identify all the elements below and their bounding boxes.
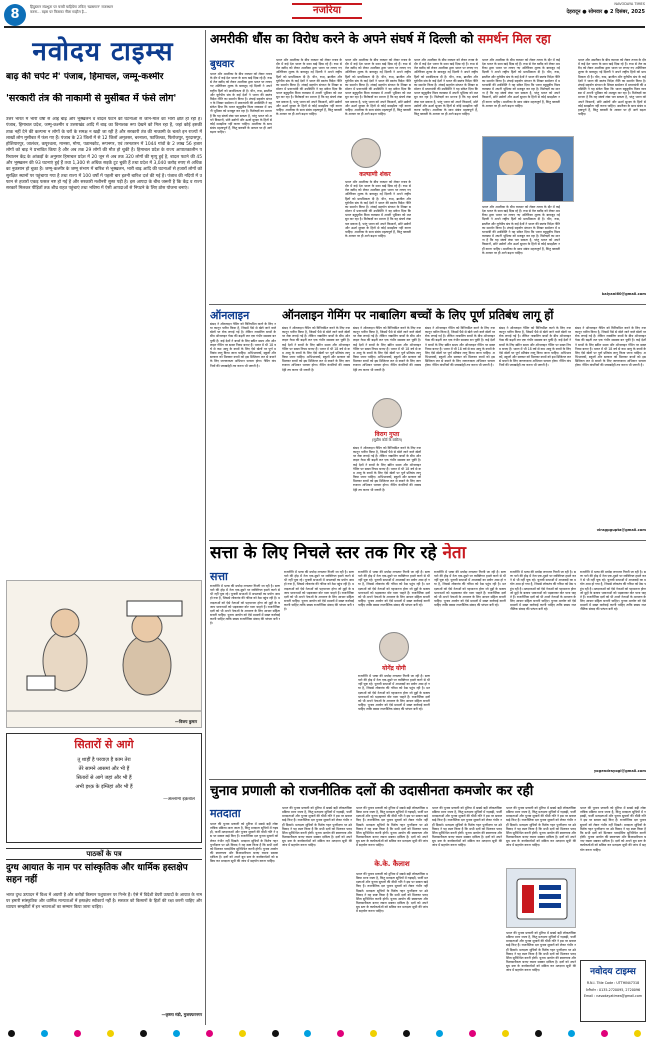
gaming-body-col1: संसद ने ऑनलाइन गेमिंग को विनियमित करने के लिए नया कानून पारित किया है, जिसमें पैसे से खेले जाने वाले खेलों पर रोक लगाई गई है। लेकिन नाबालिग बच्चों के बीच ऑनलाइन गेम्स की बढ़ती लत एक गंभीर समस्या बन चुकी है। कई देशों ने बच्चों के लिए स्क्रीन समय और ऑनलाइन गेमिंग पर सख्त नियम बनाए हैं। भारत में भी 18 वर्ष से कम आयु के बच्चों के लिए ऐसे खेलों पर पूर्ण प्रतिबंध लागू किया जाना चाहिए। अभिभावकों, स्कूलों और सरकार को मिलकर बच्चों को इस डिजिटल लत से बचाने के लिए जागरूकता अभियान चलाना होगा। गेमिंग कंपनियों की जवाबदेही तय करना भी जरूरी है। xyxy=(210,322,276,368)
letters-author: —कृष्णा मंडी, मुजफ्फरनगर xyxy=(161,1012,202,1017)
editorial-headline-2: 'सरकारी तंत्र की नाकामी से मुसीबत में फंसे लोग' xyxy=(6,93,177,104)
election-body-col5: भारत की चुनाव प्रणाली को दुनिया में सबसे बड़ी लोकतांत्रिक प्रक्रिया माना जाता है, किंतु मतदाता सूचियों में गड़बड़ी, फर्जी मतदाताओं और चुनाव सुधारों की धीमी गति ने इस पर सवाल खड़े किए हैं। राजनीतिक दल चुनाव सुधारों को लेकर गंभीर नहीं दिखते। मतदाता सूचियों के विशेष गहन पुनरीक्षण पर उठे विवाद ने यह स्पष्ट किया है कि सभी दलों को मिलकर पारदर्शिता सुनिश्चित करनी होगी। चुनाव आयोग की स्वायत्तता और विश्वसनीयता बनाए रखना सबका दायित्व है। दलों को अपने बूथ स्तर के कार्यकर्ताओं को सक्रिय कर मतदाता सूची की जांच में सहयोग करना चाहिए। xyxy=(506,806,576,848)
top-story-body-col3: भारत और अमरीका के बीच व्यापार को लेकर तनाव के दौर में कई देश भारत के साथ खड़े दिख रहे हैं। रूस से तेल खरीद को लेकर अमरीका द्वारा भारत पर लगाए गए अतिरिक्त शुल्क के बावजूद नई दिल्ली ने अपने राष्ट्रीय हितों को प्राथमिकता दी है। चीन, रूस, ब्राजील और यूरोपीय संघ के कई देशों ने भारत की स्वतंत्र विदेश नीति का समर्थन किया है। शंघाई सहयोग संगठन के शिखर सम्मेलन में प्रधानमंत्री की उपस्थिति ने यह संकेत दिया कि भारत बहुध्रुवीय विश्व व्यवस्था में अपनी भूमिका को मजबूत कर रहा है। विशेषज्ञों का मानना है कि यह संघर्ष लंबा चल सकता है, परंतु भारत को अपने किसानों, छोटे उद्योगों और ऊर्जा सुरक्षा के हितों से कोई समझौता नहीं करना चाहिए। अमरीका के साथ संबंध महत्वपूर्ण हैं, किंतु बराबरी के आधार पर ही आगे बढ़ना चाहिए। xyxy=(345,58,411,117)
column-divider-left xyxy=(205,30,206,1025)
registration-dot xyxy=(206,1030,213,1037)
registration-dot xyxy=(337,1030,344,1037)
tagline-line-1: हिंदुस्तान संप्रभुता पर चरबी चाहियेगा तकिए 'खासगान' राजस्थान xyxy=(30,5,113,9)
registration-dot xyxy=(370,1030,377,1037)
top-story-dateline: बुधवार xyxy=(210,59,235,70)
power-label: सत्ता xyxy=(210,570,228,583)
power-body-col4: राजनीति में भाषा की मर्यादा लगातार गिरती जा रही है। सत्ता पाने की होड़ में नेता एक-दूसरे पर व्यक्तिगत हमले करने से भी नहीं चूक रहे। चुनावी सभाओं में अपशब्दों का प्रयोग आम हो गया है, जिससे लोकतंत्र की गरिमा को ठेस पहुंच रही है। मतदाताओं को ऐसे नेताओं को पहचानना होगा जो मुद्दों के बजाय भावनाओं को भड़काकर वोट पाना चाहते हैं। राजनीतिक दलों को भी अपने नेताओं के आचरण के लिए आचार संहिता बनानी चाहिए। चुनाव आयोग को ऐसे मामलों में सख्त कार्रवाई करनी चाहिए ताकि स्वस्थ राजनीतिक संवाद की परंपरा बनी रहे। xyxy=(434,570,506,608)
letters-body: भारत दुग्ध उत्पादन में विश्व में अग्रणी है और करोड़ों किसान पशुपालन पर निर्भर हैं। ऐसे में विदेशी डेयरी उत्पादों के आयात के नाम पर हमारी सांस्कृतिक और धार्मिक मान्यताओं में हस्तक्षेप स्वीकार्य नहीं है। सरकार को किसानों के हितों की रक्षा करनी चाहिए और व्यापार समझौतों में इन भावनाओं का सम्मान किया जाना चाहिए। xyxy=(6,892,202,909)
election-headline: चुनाव प्रणाली को राजनीतिक दलों की उदासीनता कमजोर कर रही xyxy=(210,783,534,799)
election-photo xyxy=(506,868,576,928)
registration-dot xyxy=(74,1030,81,1037)
top-story-headline-main: अमरीकी धौंस का विरोध करने के अपने संघर्ष में दिल्ली को xyxy=(210,31,474,46)
gaming-headline: ऑनलाइन गेमिंग पर नाबालिग बच्चों के लिए पूर्ण प्रतिबंध लागू हों xyxy=(282,308,554,322)
gaming-body-col3b: संसद ने ऑनलाइन गेमिंग को विनियमित करने के लिए नया कानून पारित किया है, जिसमें पैसे से खेले जाने वाले खेलों पर रोक लगाई गई है। लेकिन नाबालिग बच्चों के बीच ऑनलाइन गेम्स की बढ़ती लत एक गंभीर समस्या बन चुकी है। कई देशों ने बच्चों के लिए स्क्रीन समय और ऑनलाइन गेमिंग पर सख्त नियम बनाए हैं। भारत में भी 18 वर्ष से कम आयु के बच्चों के लिए ऐसे खेलों पर पूर्ण प्रतिबंध लागू किया जाना चाहिए। अभिभावकों, स्कूलों और सरकार को मिलकर बच्चों को इस डिजिटल लत से बचाने के लिए जागरूकता अभियान चलाना होगा। गेमिंग कंपनियों की जवाबदेही तय करना भी जरूरी है। xyxy=(353,446,421,492)
imprint-line-2: टेलीफोन : 0135-2720095, 2720096 xyxy=(585,988,641,992)
top-story-author-photo xyxy=(351,138,381,168)
cartoon-author: —विजय कुमार xyxy=(174,719,197,724)
gaming-body-col6: संसद ने ऑनलाइन गेमिंग को विनियमित करने के लिए नया कानून पारित किया है, जिसमें पैसे से खेले जाने वाले खेलों पर रोक लगाई गई है। लेकिन नाबालिग बच्चों के बीच ऑनलाइन गेम्स की बढ़ती लत एक गंभीर समस्या बन चुकी है। कई देशों ने बच्चों के लिए स्क्रीन समय और ऑनलाइन गेमिंग पर सख्त नियम बनाए हैं। भारत में भी 18 वर्ष से कम आयु के बच्चों के लिए ऐसे खेलों पर पूर्ण प्रतिबंध लागू किया जाना चाहिए। अभिभावकों, स्कूलों और सरकार को मिलकर बच्चों को इस डिजिटल लत से बचाने के लिए जागरूकता अभियान चलाना होगा। गेमिंग कंपनियों की जवाबदेही तय करना भी जरूरी है। xyxy=(575,326,646,368)
gaming-body-col4: संसद ने ऑनलाइन गेमिंग को विनियमित करने के लिए नया कानून पारित किया है, जिसमें पैसे से खेले जाने वाले खेलों पर रोक लगाई गई है। लेकिन नाबालिग बच्चों के बीच ऑनलाइन गेम्स की बढ़ती लत एक गंभीर समस्या बन चुकी है। कई देशों ने बच्चों के लिए स्क्रीन समय और ऑनलाइन गेमिंग पर सख्त नियम बनाए हैं। भारत में भी 18 वर्ष से कम आयु के बच्चों के लिए ऐसे खेलों पर पूर्ण प्रतिबंध लागू किया जाना चाहिए। अभिभावकों, स्कूलों और सरकार को मिलकर बच्चों को इस डिजिटल लत से बचाने के लिए जागरूकता अभियान चलाना होगा। गेमिंग कंपनियों की जवाबदेही तय करना भी जरूरी है। xyxy=(425,326,495,368)
editorial-body: उत्तर भारत में भारी वर्षा से आई बाढ़ और भूस्खलन व बादल फटने की घटनाओं से जान-माल को भारी क्षति हो रही है। पंजाब, हिमाचल प्रदेश, जम्मू-कश्मीर व उत्तराखंड आदि में बाढ़ का विनाशक रूप देखने को मिल रहा है, जहां कोई इसकी ताक नहीं देने की कल्पना न लोगों के घरों के समक्ष न खड़ी जा रही है और सरकारी तंत्र की नाकामी के चलते इन राज्यों में लाखों लोग मुसीबत में फंस गए हैं। पंजाब के 23 जिलों में से 12 जिलों अमृतसर, बरनाला, फाजिल्का, फिरोजपुर, गुरदासपुर, होशियारपुर, जालंधर, कपूरथला, मानसा, मोगा, पठानकोट, रूपनगर, एवं तरनतारन में 1044 गांवों के 2 लाख 56 हजार लोगों को बाढ़ ने प्रभावित किया है और अब तक 29 लोगों की मौत हो चुकी है। हिमाचल प्रदेश के राज्य आपातकालीन परिचालन केंद्र के आंकड़ों के अनुसार हिमाचल प्रदेश में 20 जून से अब तक 320 लोगों की मृत्यु हुई है, बादल फटने की 45 और भूस्खलन की 93 घटनाएं हुई हैं तथा 1,300 से अधिक सड़कें टूट चुकी हैं तथा प्रदेश में 3,040 करोड़ रुपए से अधिक का नुकसान हो चुका है। जम्मू-कश्मीर के जम्मू संभाग में बारिश से भूस्खलन, भारी बाढ़ आदि की घटनाओं से हजारों लोगों को सुरक्षित स्थानों पर पहुंचाया गया है तथा राज्य में 100 वर्षों में पहली बार इतनी बारिश दर्ज की गई है। पंजाब की नदियों में उफान से हजारों एकड़ फसल नष्ट हो गई है और सरकारी मशीनरी सुस्त पड़ी है। इस आपदा के बीच जरूरी है कि केंद्र व राज्य सरकारें मिलकर पीड़ितों तक शीघ्र राहत पहुंचाएं तथा भविष्य में ऐसी आपदाओं से निपटने के लिए ठोस योजना बनाएं। xyxy=(6,117,202,192)
poem-line-2: तेरे सामने आसमां और भी हैं xyxy=(78,766,130,772)
gaming-label: ऑनलाइन xyxy=(210,309,250,322)
poem-title: सितारों से आगे xyxy=(74,738,134,751)
power-body-col5: राजनीति में भाषा की मर्यादा लगातार गिरती जा रही है। सत्ता पाने की होड़ में नेता एक-दूसरे पर व्यक्तिगत हमले करने से भी नहीं चूक रहे। चुनावी सभाओं में अपशब्दों का प्रयोग आम हो गया है, जिससे लोकतंत्र की गरिमा को ठेस पहुंच रही है। मतदाताओं को ऐसे नेताओं को पहचानना होगा जो मुद्दों के बजाय भावनाओं को भड़काकर वोट पाना चाहते हैं। राजनीतिक दलों को भी अपने नेताओं के आचरण के लिए आचार संहिता बनानी चाहिए। चुनाव आयोग को ऐसे मामलों में सख्त कार्रवाई करनी चाहिए ताकि स्वस्थ राजनीतिक संवाद की परंपरा बनी रहे। xyxy=(510,570,576,612)
registration-marks xyxy=(8,1030,641,1038)
registration-dot xyxy=(436,1030,443,1037)
election-label: मतदाता xyxy=(210,807,241,820)
leaders-photo xyxy=(483,137,574,202)
election-body-col1: भारत की चुनाव प्रणाली को दुनिया में सबसे बड़ी लोकतांत्रिक प्रक्रिया माना जाता है, किंतु मतदाता सूचियों में गड़बड़ी, फर्जी मतदाताओं और चुनाव सुधारों की धीमी गति ने इस पर सवाल खड़े किए हैं। राजनीतिक दल चुनाव सुधारों को लेकर गंभीर नहीं दिखते। मतदाता सूचियों के विशेष गहन पुनरीक्षण पर उठे विवाद ने यह स्पष्ट किया है कि सभी दलों को मिलकर पारदर्शिता सुनिश्चित करनी होगी। चुनाव आयोग की स्वायत्तता और विश्वसनीयता बनाए रखना सबका दायित्व है। दलों को अपने बूथ स्तर के कार्यकर्ताओं को सक्रिय कर मतदाता सूची की जांच में सहयोग करना चाहिए। xyxy=(210,822,278,864)
registration-dot xyxy=(535,1030,542,1037)
header-tagline xyxy=(30,5,220,15)
imprint-box xyxy=(580,960,646,1022)
registration-dot xyxy=(140,1030,147,1037)
poem-line-3: सितारों से आगे जहां और भी हैं xyxy=(76,775,132,781)
registration-dot xyxy=(469,1030,476,1037)
top-story-photo xyxy=(482,136,574,202)
top-story-body-col5b: भारत और अमरीका के बीच व्यापार को लेकर तनाव के दौर में कई देश भारत के साथ खड़े दिख रहे हैं। रूस से तेल खरीद को लेकर अमरीका द्वारा भारत पर लगाए गए अतिरिक्त शुल्क के बावजूद नई दिल्ली ने अपने राष्ट्रीय हितों को प्राथमिकता दी है। चीन, रूस, ब्राजील और यूरोपीय संघ के कई देशों ने भारत की स्वतंत्र विदेश नीति का समर्थन किया है। शंघाई सहयोग संगठन के शिखर सम्मेलन में प्रधानमंत्री की उपस्थिति ने यह संकेत दिया कि भारत बहुध्रुवीय विश्व व्यवस्था में अपनी भूमिका को मजबूत कर रहा है। विशेषज्ञों का मानना है कि यह संघर्ष लंबा चल सकता है, परंतु भारत को अपने किसानों, छोटे उद्योगों और ऊर्जा सुरक्षा के हितों से कोई समझौता नहीं करना चाहिए। अमरीका के साथ संबंध महत्वपूर्ण हैं, किंतु बराबरी के आधार पर ही आगे बढ़ना चाहिए। xyxy=(482,205,560,255)
cartoon-illustration xyxy=(7,581,202,728)
gaming-author-email: viragpgupta@gmail.com xyxy=(596,528,646,532)
power-body-col6: राजनीति में भाषा की मर्यादा लगातार गिरती जा रही है। सत्ता पाने की होड़ में नेता एक-दूसरे पर व्यक्तिगत हमले करने से भी नहीं चूक रहे। चुनावी सभाओं में अपशब्दों का प्रयोग आम हो गया है, जिससे लोकतंत्र की गरिमा को ठेस पहुंच रही है। मतदाताओं को ऐसे नेताओं को पहचानना होगा जो मुद्दों के बजाय भावनाओं को भड़काकर वोट पाना चाहते हैं। राजनीतिक दलों को भी अपने नेताओं के आचरण के लिए आचार संहिता बनानी चाहिए। चुनाव आयोग को ऐसे मामलों में सख्त कार्रवाई करनी चाहिए ताकि स्वस्थ राजनीतिक संवाद की परंपरा बनी रहे। xyxy=(580,570,646,612)
registration-dot xyxy=(634,1030,641,1037)
top-story-body-col1: भारत और अमरीका के बीच व्यापार को लेकर तनाव के दौर में कई देश भारत के साथ खड़े दिख रहे हैं। रूस से तेल खरीद को लेकर अमरीका द्वारा भारत पर लगाए गए अतिरिक्त शुल्क के बावजूद नई दिल्ली ने अपने राष्ट्रीय हितों को प्राथमिकता दी है। चीन, रूस, ब्राजील और यूरोपीय संघ के कई देशों ने भारत की स्वतंत्र विदेश नीति का समर्थन किया है। शंघाई सहयोग संगठन के शिखर सम्मेलन में प्रधानमंत्री की उपस्थिति ने यह संकेत दिया कि भारत बहुध्रुवीय विश्व व्यवस्था में अपनी भूमिका को मजबूत कर रहा है। विशेषज्ञों का मानना है कि यह संघर्ष लंबा चल सकता है, परंतु भारत को अपने किसानों, छोटे उद्योगों और ऊर्जा सुरक्षा के हितों से कोई समझौता नहीं करना चाहिए। अमरीका के साथ संबंध महत्वपूर्ण हैं, किंतु बराबरी के आधार पर ही आगे बढ़ना चाहिए। xyxy=(210,72,272,135)
election-body-col5b: भारत की चुनाव प्रणाली को दुनिया में सबसे बड़ी लोकतांत्रिक प्रक्रिया माना जाता है, किंतु मतदाता सूचियों में गड़बड़ी, फर्जी मतदाताओं और चुनाव सुधारों की धीमी गति ने इस पर सवाल खड़े किए हैं। राजनीतिक दल चुनाव सुधारों को लेकर गंभीर नहीं दिखते। मतदाता सूचियों के विशेष गहन पुनरीक्षण पर उठे विवाद ने यह स्पष्ट किया है कि सभी दलों को मिलकर पारदर्शिता सुनिश्चित करनी होगी। चुनाव आयोग की स्वायत्तता और विश्वसनीयता बनाए रखना सबका दायित्व है। दलों को अपने बूथ स्तर के कार्यकर्ताओं को सक्रिय कर मतदाता सूची की जांच में सहयोग करना चाहिए। xyxy=(506,931,576,973)
power-author-email: yogendrayogi@gmail.com xyxy=(593,769,646,773)
top-story-author-email: kalyani60@gmail.com xyxy=(601,292,646,296)
top-story-body-col3b: भारत और अमरीका के बीच व्यापार को लेकर तनाव के दौर में कई देश भारत के साथ खड़े दिख रहे हैं। रूस से तेल खरीद को लेकर अमरीका द्वारा भारत पर लगाए गए अतिरिक्त शुल्क के बावजूद नई दिल्ली ने अपने राष्ट्रीय हितों को प्राथमिकता दी है। चीन, रूस, ब्राजील और यूरोपीय संघ के कई देशों ने भारत की स्वतंत्र विदेश नीति का समर्थन किया है। शंघाई सहयोग संगठन के शिखर सम्मेलन में प्रधानमंत्री की उपस्थिति ने यह संकेत दिया कि भारत बहुध्रुवीय विश्व व्यवस्था में अपनी भूमिका को मजबूत कर रहा है। विशेषज्ञों का मानना है कि यह संघर्ष लंबा चल सकता है, परंतु भारत को अपने किसानों, छोटे उद्योगों और ऊर्जा सुरक्षा के हितों से कोई समझौता नहीं करना चाहिए। अमरीका के साथ संबंध महत्वपूर्ण हैं, किंतु बराबरी के आधार पर ही आगे बढ़ना चाहिए। xyxy=(345,180,411,239)
registration-dot xyxy=(173,1030,180,1037)
gaming-body-col2: संसद ने ऑनलाइन गेमिंग को विनियमित करने के लिए नया कानून पारित किया है, जिसमें पैसे से खेले जाने वाले खेलों पर रोक लगाई गई है। लेकिन नाबालिग बच्चों के बीच ऑनलाइन गेम्स की बढ़ती लत एक गंभीर समस्या बन चुकी है। कई देशों ने बच्चों के लिए स्क्रीन समय और ऑनलाइन गेमिंग पर सख्त नियम बनाए हैं। भारत में भी 18 वर्ष से कम आयु के बच्चों के लिए ऐसे खेलों पर पूर्ण प्रतिबंध लागू किया जाना चाहिए। अभिभावकों, स्कूलों और सरकार को मिलकर बच्चों को इस डिजिटल लत से बचाने के लिए जागरूकता अभियान चलाना होगा। गेमिंग कंपनियों की जवाबदेही तय करना भी जरूरी है। xyxy=(282,326,350,372)
imprint-logo: नवोदय टाइम्स xyxy=(590,967,636,977)
masthead-logo: नवोदय टाइम्स xyxy=(32,37,174,67)
top-story-body-col2: भारत और अमरीका के बीच व्यापार को लेकर तनाव के दौर में कई देश भारत के साथ खड़े दिख रहे हैं। रूस से तेल खरीद को लेकर अमरीका द्वारा भारत पर लगाए गए अतिरिक्त शुल्क के बावजूद नई दिल्ली ने अपने राष्ट्रीय हितों को प्राथमिकता दी है। चीन, रूस, ब्राजील और यूरोपीय संघ के कई देशों ने भारत की स्वतंत्र विदेश नीति का समर्थन किया है। शंघाई सहयोग संगठन के शिखर सम्मेलन में प्रधानमंत्री की उपस्थिति ने यह संकेत दिया कि भारत बहुध्रुवीय विश्व व्यवस्था में अपनी भूमिका को मजबूत कर रहा है। विशेषज्ञों का मानना है कि यह संघर्ष लंबा चल सकता है, परंतु भारत को अपने किसानों, छोटे उद्योगों और ऊर्जा सुरक्षा के हितों से कोई समझौता नहीं करना चाहिए। अमरीका के साथ संबंध महत्वपूर्ण हैं, किंतु बराबरी के आधार पर ही आगे बढ़ना चाहिए। xyxy=(276,58,342,117)
registration-dot xyxy=(502,1030,509,1037)
poem-author: —अल्लामा इक़बाल xyxy=(163,797,195,802)
tagline-line-2: करना... बहस पर किसका नीला माहौल है... xyxy=(30,10,88,14)
top-story-headline xyxy=(210,31,646,47)
power-body-col3b: राजनीति में भाषा की मर्यादा लगातार गिरती जा रही है। सत्ता पाने की होड़ में नेता एक-दूसरे पर व्यक्तिगत हमले करने से भी नहीं चूक रहे। चुनावी सभाओं में अपशब्दों का प्रयोग आम हो गया है, जिससे लोकतंत्र की गरिमा को ठेस पहुंच रही है। मतदाताओं को ऐसे नेताओं को पहचानना होगा जो मुद्दों के बजाय भावनाओं को भड़काकर वोट पाना चाहते हैं। राजनीतिक दलों को भी अपने नेताओं के आचरण के लिए आचार संहिता बनानी चाहिए। चुनाव आयोग को ऐसे मामलों में सख्त कार्रवाई करनी चाहिए ताकि स्वस्थ राजनीतिक संवाद की परंपरा बनी रहे। xyxy=(358,674,430,712)
election-body-col2: भारत की चुनाव प्रणाली को दुनिया में सबसे बड़ी लोकतांत्रिक प्रक्रिया माना जाता है, किंतु मतदाता सूचियों में गड़बड़ी, फर्जी मतदाताओं और चुनाव सुधारों की धीमी गति ने इस पर सवाल खड़े किए हैं। राजनीतिक दल चुनाव सुधारों को लेकर गंभीर नहीं दिखते। मतदाता सूचियों के विशेष गहन पुनरीक्षण पर उठे विवाद ने यह स्पष्ट किया है कि सभी दलों को मिलकर पारदर्शिता सुनिश्चित करनी होगी। चुनाव आयोग की स्वायत्तता और विश्वसनीयता बनाए रखना सबका दायित्व है। दलों को अपने बूथ स्तर के कार्यकर्ताओं को सक्रिय कर मतदाता सूची की जांच में सहयोग करना चाहिए। xyxy=(282,806,352,848)
registration-dot xyxy=(304,1030,311,1037)
election-body-col3b: भारत की चुनाव प्रणाली को दुनिया में सबसे बड़ी लोकतांत्रिक प्रक्रिया माना जाता है, किंतु मतदाता सूचियों में गड़बड़ी, फर्जी मतदाताओं और चुनाव सुधारों की धीमी गति ने इस पर सवाल खड़े किए हैं। राजनीतिक दल चुनाव सुधारों को लेकर गंभीर नहीं दिखते। मतदाता सूचियों के विशेष गहन पुनरीक्षण पर उठे विवाद ने यह स्पष्ट किया है कि सभी दलों को मिलकर पारदर्शिता सुनिश्चित करनी होगी। चुनाव आयोग की स्वायत्तता और विश्वसनीयता बनाए रखना सबका दायित्व है। दलों को अपने बूथ स्तर के कार्यकर्ताओं को सक्रिय कर मतदाता सूची की जांच में सहयोग करना चाहिए। xyxy=(356,872,428,914)
poem-box xyxy=(6,733,202,843)
election-body-col4: भारत की चुनाव प्रणाली को दुनिया में सबसे बड़ी लोकतांत्रिक प्रक्रिया माना जाता है, किंतु मतदाता सूचियों में गड़बड़ी, फर्जी मतदाताओं और चुनाव सुधारों की धीमी गति ने इस पर सवाल खड़े किए हैं। राजनीतिक दल चुनाव सुधारों को लेकर गंभीर नहीं दिखते। मतदाता सूचियों के विशेष गहन पुनरीक्षण पर उठे विवाद ने यह स्पष्ट किया है कि सभी दलों को मिलकर पारदर्शिता सुनिश्चित करनी होगी। चुनाव आयोग की स्वायत्तता और विश्वसनीयता बनाए रखना सबका दायित्व है। दलों को अपने बूथ स्तर के कार्यकर्ताओं को सक्रिय कर मतदाता सूची की जांच में सहयोग करना चाहिए। xyxy=(432,806,502,848)
dateline: देहरादून ● सोमवार ● 2 दिसंबर, 2025 xyxy=(566,9,645,15)
top-story-body-col6: भारत और अमरीका के बीच व्यापार को लेकर तनाव के दौर में कई देश भारत के साथ खड़े दिख रहे हैं। रूस से तेल खरीद को लेकर अमरीका द्वारा भारत पर लगाए गए अतिरिक्त शुल्क के बावजूद नई दिल्ली ने अपने राष्ट्रीय हितों को प्राथमिकता दी है। चीन, रूस, ब्राजील और यूरोपीय संघ के कई देशों ने भारत की स्वतंत्र विदेश नीति का समर्थन किया है। शंघाई सहयोग संगठन के शिखर सम्मेलन में प्रधानमंत्री की उपस्थिति ने यह संकेत दिया कि भारत बहुध्रुवीय विश्व व्यवस्था में अपनी भूमिका को मजबूत कर रहा है। विशेषज्ञों का मानना है कि यह संघर्ष लंबा चल सकता है, परंतु भारत को अपने किसानों, छोटे उद्योगों और ऊर्जा सुरक्षा के हितों से कोई समझौता नहीं करना चाहिए। अमरीका के साथ संबंध महत्वपूर्ण हैं, किंतु बराबरी के आधार पर ही आगे बढ़ना चाहिए। xyxy=(578,58,646,117)
editorial-headline-1: बाढ़ की चपेट में' पंजाब, हिमाचल, जम्मू-कश्मीर xyxy=(6,72,164,82)
letters-section-title: पाठकों के पत्र xyxy=(6,848,202,860)
gaming-author-photo xyxy=(372,398,402,428)
registration-dot xyxy=(8,1030,15,1037)
gaming-body-col3: संसद ने ऑनलाइन गेमिंग को विनियमित करने के लिए नया कानून पारित किया है, जिसमें पैसे से खेले जाने वाले खेलों पर रोक लगाई गई है। लेकिन नाबालिग बच्चों के बीच ऑनलाइन गेम्स की बढ़ती लत एक गंभीर समस्या बन चुकी है। कई देशों ने बच्चों के लिए स्क्रीन समय और ऑनलाइन गेमिंग पर सख्त नियम बनाए हैं। भारत में भी 18 वर्ष से कम आयु के बच्चों के लिए ऐसे खेलों पर पूर्ण प्रतिबंध लागू किया जाना चाहिए। अभिभावकों, स्कूलों और सरकार को मिलकर बच्चों को इस डिजिटल लत से बचाने के लिए जागरूकता अभियान चलाना होगा। गेमिंग कंपनियों की जवाबदेही तय करना भी जरूरी है। xyxy=(353,326,421,372)
top-story-body-col5: भारत और अमरीका के बीच व्यापार को लेकर तनाव के दौर में कई देश भारत के साथ खड़े दिख रहे हैं। रूस से तेल खरीद को लेकर अमरीका द्वारा भारत पर लगाए गए अतिरिक्त शुल्क के बावजूद नई दिल्ली ने अपने राष्ट्रीय हितों को प्राथमिकता दी है। चीन, रूस, ब्राजील और यूरोपीय संघ के कई देशों ने भारत की स्वतंत्र विदेश नीति का समर्थन किया है। शंघाई सहयोग संगठन के शिखर सम्मेलन में प्रधानमंत्री की उपस्थिति ने यह संकेत दिया कि भारत बहुध्रुवीय विश्व व्यवस्था में अपनी भूमिका को मजबूत कर रहा है। विशेषज्ञों का मानना है कि यह संघर्ष लंबा चल सकता है, परंतु भारत को अपने किसानों, छोटे उद्योगों और ऊर्जा सुरक्षा के हितों से कोई समझौता नहीं करना चाहिए। अमरीका के साथ संबंध महत्वपूर्ण हैं, किंतु बराबरी के आधार पर ही आगे बढ़ना चाहिए। xyxy=(482,58,560,108)
registration-dot xyxy=(272,1030,279,1037)
header-rule xyxy=(4,26,645,28)
gaming-author-note: (सुप्रीम कोर्ट के वकील) xyxy=(371,438,403,442)
registration-dot xyxy=(601,1030,608,1037)
registration-dot xyxy=(568,1030,575,1037)
registration-dot xyxy=(239,1030,246,1037)
top-story-headline-accent: समर्थन मिल रहा xyxy=(477,31,551,46)
rule-after-top-story xyxy=(209,304,646,305)
power-headline-main: सत्ता के लिए निचले स्तर तक गिर रहे xyxy=(210,543,437,563)
poem-line-4: अभी इश्क़ के इम्तिहां और भी हैं xyxy=(75,784,133,790)
power-author: योगेंद्र योगी xyxy=(382,665,406,672)
rule-after-power xyxy=(209,779,646,780)
letters-headline: दुग्ध आयात के नाम पर सांस्कृतिक और धार्मिक हस्तक्षेप सहन नहीं xyxy=(6,863,188,885)
election-body-col6: भारत की चुनाव प्रणाली को दुनिया में सबसे बड़ी लोकतांत्रिक प्रक्रिया माना जाता है, किंतु मतदाता सूचियों में गड़बड़ी, फर्जी मतदाताओं और चुनाव सुधारों की धीमी गति ने इस पर सवाल खड़े किए हैं। राजनीतिक दल चुनाव सुधारों को लेकर गंभीर नहीं दिखते। मतदाता सूचियों के विशेष गहन पुनरीक्षण पर उठे विवाद ने यह स्पष्ट किया है कि सभी दलों को मिलकर पारदर्शिता सुनिश्चित करनी होगी। चुनाव आयोग की स्वायत्तता और विश्वसनीयता बनाए रखना सबका दायित्व है। दलों को अपने बूथ स्तर के कार्यकर्ताओं को सक्रिय कर मतदाता सूची की जांच में सहयोग करना चाहिए। xyxy=(580,806,646,852)
rule-after-gaming xyxy=(209,540,646,541)
top-story-author: कल्याणी शंकर xyxy=(359,171,391,178)
power-headline xyxy=(210,543,646,564)
voting-machine-image xyxy=(507,869,576,928)
power-body-col3: राजनीति में भाषा की मर्यादा लगातार गिरती जा रही है। सत्ता पाने की होड़ में नेता एक-दूसरे पर व्यक्तिगत हमले करने से भी नहीं चूक रहे। चुनावी सभाओं में अपशब्दों का प्रयोग आम हो गया है, जिससे लोकतंत्र की गरिमा को ठेस पहुंच रही है। मतदाताओं को ऐसे नेताओं को पहचानना होगा जो मुद्दों के बजाय भावनाओं को भड़काकर वोट पाना चाहते हैं। राजनीतिक दलों को भी अपने नेताओं के आचरण के लिए आचार संहिता बनानी चाहिए। चुनाव आयोग को ऐसे मामलों में सख्त कार्रवाई करनी चाहिए ताकि स्वस्थ राजनीतिक संवाद की परंपरा बनी रहे। xyxy=(358,570,430,608)
power-author-photo xyxy=(379,632,409,662)
registration-dot xyxy=(403,1030,410,1037)
header-right-label: NAVODAYA TIMES xyxy=(614,2,645,6)
registration-dot xyxy=(107,1030,114,1037)
poem-line-1: तू शाहीं है परवाज़ है काम तेरा xyxy=(77,757,131,763)
power-body-col1: राजनीति में भाषा की मर्यादा लगातार गिरती जा रही है। सत्ता पाने की होड़ में नेता एक-दूसरे पर व्यक्तिगत हमले करने से भी नहीं चूक रहे। चुनावी सभाओं में अपशब्दों का प्रयोग आम हो गया है, जिससे लोकतंत्र की गरिमा को ठेस पहुंच रही है। मतदाताओं को ऐसे नेताओं को पहचानना होगा जो मुद्दों के बजाय भावनाओं को भड़काकर वोट पाना चाहते हैं। राजनीतिक दलों को भी अपने नेताओं के आचरण के लिए आचार संहिता बनानी चाहिए। चुनाव आयोग को ऐसे मामलों में सख्त कार्रवाई करनी चाहिए ताकि स्वस्थ राजनीतिक संवाद की परंपरा बनी रहे। xyxy=(210,584,280,626)
power-body-col2: राजनीति में भाषा की मर्यादा लगातार गिरती जा रही है। सत्ता पाने की होड़ में नेता एक-दूसरे पर व्यक्तिगत हमले करने से भी नहीं चूक रहे। चुनावी सभाओं में अपशब्दों का प्रयोग आम हो गया है, जिससे लोकतंत्र की गरिमा को ठेस पहुंच रही है। मतदाताओं को ऐसे नेताओं को पहचानना होगा जो मुद्दों के बजाय भावनाओं को भड़काकर वोट पाना चाहते हैं। राजनीतिक दलों को भी अपने नेताओं के आचरण के लिए आचार संहिता बनानी चाहिए। चुनाव आयोग को ऐसे मामलों में सख्त कार्रवाई करनी चाहिए ताकि स्वस्थ राजनीतिक संवाद की परंपरा बनी रहे। xyxy=(284,570,354,612)
power-headline-accent: नेता xyxy=(442,543,466,563)
page-number-badge: 8 xyxy=(4,4,26,26)
section-title: नजरिया xyxy=(292,3,362,19)
editorial-cartoon xyxy=(6,580,202,728)
imprint-line-3: Email : navodayatimes@gmail.com xyxy=(583,994,643,998)
gaming-body-col5: संसद ने ऑनलाइन गेमिंग को विनियमित करने के लिए नया कानून पारित किया है, जिसमें पैसे से खेले जाने वाले खेलों पर रोक लगाई गई है। लेकिन नाबालिग बच्चों के बीच ऑनलाइन गेम्स की बढ़ती लत एक गंभीर समस्या बन चुकी है। कई देशों ने बच्चों के लिए स्क्रीन समय और ऑनलाइन गेमिंग पर सख्त नियम बनाए हैं। भारत में भी 18 वर्ष से कम आयु के बच्चों के लिए ऐसे खेलों पर पूर्ण प्रतिबंध लागू किया जाना चाहिए। अभिभावकों, स्कूलों और सरकार को मिलकर बच्चों को इस डिजिटल लत से बचाने के लिए जागरूकता अभियान चलाना होगा। गेमिंग कंपनियों की जवाबदेही तय करना भी जरूरी है। xyxy=(499,326,571,368)
imprint-line-1: R.N.I. Title Code : UTTHIN47318 xyxy=(586,981,640,985)
election-author: के.के. कैलाश xyxy=(374,860,410,868)
top-story-body-col4: भारत और अमरीका के बीच व्यापार को लेकर तनाव के दौर में कई देश भारत के साथ खड़े दिख रहे हैं। रूस से तेल खरीद को लेकर अमरीका द्वारा भारत पर लगाए गए अतिरिक्त शुल्क के बावजूद नई दिल्ली ने अपने राष्ट्रीय हितों को प्राथमिकता दी है। चीन, रूस, ब्राजील और यूरोपीय संघ के कई देशों ने भारत की स्वतंत्र विदेश नीति का समर्थन किया है। शंघाई सहयोग संगठन के शिखर सम्मेलन में प्रधानमंत्री की उपस्थिति ने यह संकेत दिया कि भारत बहुध्रुवीय विश्व व्यवस्था में अपनी भूमिका को मजबूत कर रहा है। विशेषज्ञों का मानना है कि यह संघर्ष लंबा चल सकता है, परंतु भारत को अपने किसानों, छोटे उद्योगों और ऊर्जा सुरक्षा के हितों से कोई समझौता नहीं करना चाहिए। अमरीका के साथ संबंध महत्वपूर्ण हैं, किंतु बराबरी के आधार पर ही आगे बढ़ना चाहिए। xyxy=(414,58,478,117)
election-body-col3: भारत की चुनाव प्रणाली को दुनिया में सबसे बड़ी लोकतांत्रिक प्रक्रिया माना जाता है, किंतु मतदाता सूचियों में गड़बड़ी, फर्जी मतदाताओं और चुनाव सुधारों की धीमी गति ने इस पर सवाल खड़े किए हैं। राजनीतिक दल चुनाव सुधारों को लेकर गंभीर नहीं दिखते। मतदाता सूचियों के विशेष गहन पुनरीक्षण पर उठे विवाद ने यह स्पष्ट किया है कि सभी दलों को मिलकर पारदर्शिता सुनिश्चित करनी होगी। चुनाव आयोग की स्वायत्तता और विश्वसनीयता बनाए रखना सबका दायित्व है। दलों को अपने बूथ स्तर के कार्यकर्ताओं को सक्रिय कर मतदाता सूची की जांच में सहयोग करना चाहिए। xyxy=(356,806,428,848)
registration-dot xyxy=(41,1030,48,1037)
gaming-author: विराग गुप्ता xyxy=(374,431,400,438)
